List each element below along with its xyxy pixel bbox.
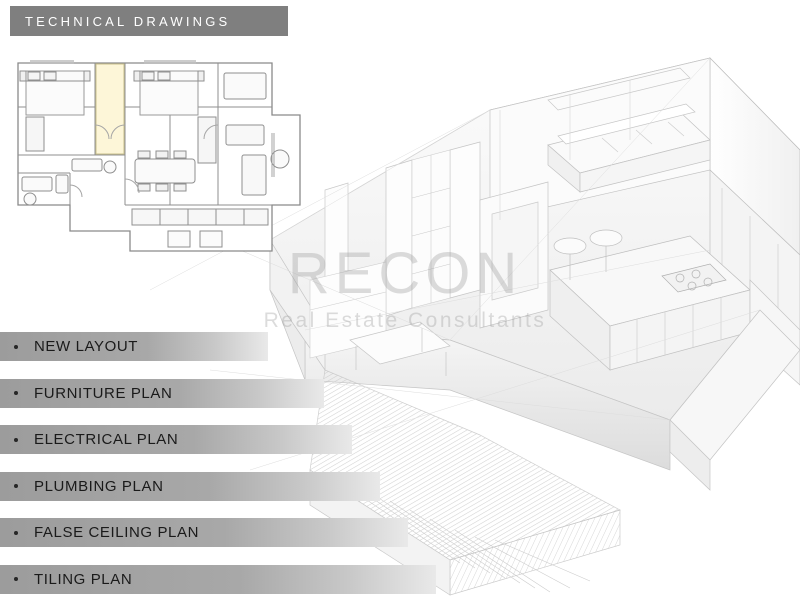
list-item[interactable] bbox=[0, 472, 450, 501]
list-item-content bbox=[0, 518, 199, 547]
bullet-dot-icon bbox=[14, 438, 18, 442]
bullet-dot-icon bbox=[14, 345, 18, 349]
list-item[interactable] bbox=[0, 565, 450, 594]
floor-plan-2d bbox=[10, 55, 310, 270]
list-item-content bbox=[0, 472, 164, 501]
page-title: TECHNICAL DRAWINGS bbox=[25, 13, 231, 29]
list-item-content bbox=[0, 565, 132, 594]
list-item[interactable] bbox=[0, 425, 450, 454]
list-item-label: NEW LAYOUT bbox=[34, 338, 139, 355]
slide-title-bar bbox=[10, 6, 288, 36]
list-item[interactable] bbox=[0, 518, 450, 547]
list-item-content bbox=[0, 332, 138, 361]
watermark-tagline: Real Estate Consultants bbox=[263, 309, 547, 332]
list-item-content bbox=[0, 425, 178, 454]
list-item[interactable] bbox=[0, 379, 450, 408]
bullet-dot-icon bbox=[14, 391, 18, 395]
list-item-label: TILING PLAN bbox=[34, 570, 133, 588]
bullet-dot-icon bbox=[14, 484, 18, 488]
list-item[interactable] bbox=[0, 332, 450, 361]
list-item-label: FALSE CEILING PLAN bbox=[34, 524, 200, 541]
list-item-label: PLUMBING PLAN bbox=[34, 477, 164, 495]
list-item-label: FURNITURE PLAN bbox=[34, 384, 173, 402]
bullet-dot-icon bbox=[14, 531, 18, 535]
list-item-label: ELECTRICAL PLAN bbox=[34, 431, 179, 448]
list-item-content bbox=[0, 379, 172, 408]
technical-drawings-list bbox=[0, 332, 450, 603]
bullet-dot-icon bbox=[14, 577, 18, 581]
watermark-brand: RECON bbox=[287, 241, 523, 306]
